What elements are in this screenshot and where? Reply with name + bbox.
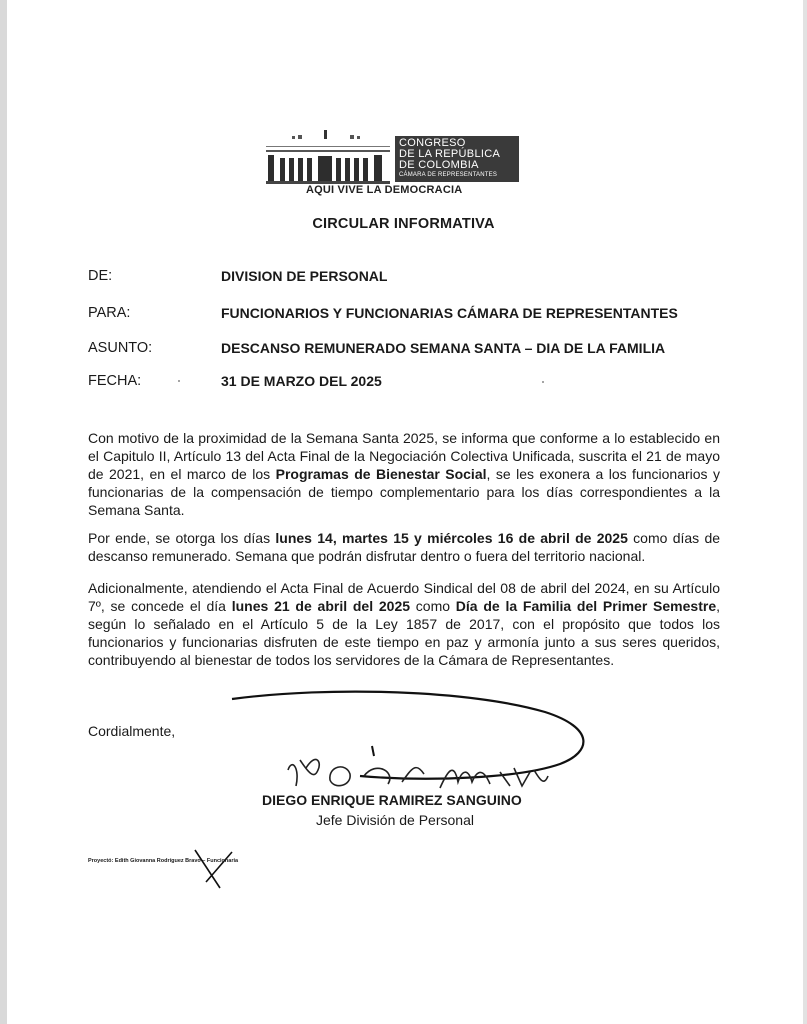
signer-name: DIEGO ENRIQUE RAMIREZ SANGUINO — [262, 792, 522, 808]
logo-wordmark — [395, 136, 519, 182]
logo-org-line3: DE COLOMBIA — [399, 159, 479, 171]
page-edge-left — [0, 0, 7, 1024]
logo-tagline: AQUI VIVE LA DEMOCRACIA — [306, 184, 463, 196]
document-title: CIRCULAR INFORMATIVA — [312, 216, 495, 232]
page-edge-right — [803, 0, 807, 1024]
de-value: DIVISION DE PERSONAL — [221, 268, 388, 284]
paragraph-1: Con motivo de la proximidad de la Semana Santa 2025, se informa que conforme a lo establecido en el Capitulo II, Artículo 13 del Acta Final de la Negociación Colectiva Unificada, suscrita el 21 de mayo de 2021, en el marco de los Programas de Bienestar Social, se les exonera a los funcionarios y funcionarias de la compensación de tiempo complementario para los días correspondientes a la Semana Santa. — [88, 430, 720, 518]
fecha-label: FECHA: — [88, 373, 142, 389]
logo-org-line2: DE LA REPÚBLICA — [399, 148, 501, 160]
asunto-label: ASUNTO: — [88, 340, 153, 356]
congress-logo — [262, 128, 538, 200]
logo-org-line1: CONGRESO — [399, 137, 466, 149]
fecha-value: 31 DE MARZO DEL 2025 — [221, 373, 382, 389]
closing-text: Cordialmente, — [88, 723, 176, 739]
de-label: DE: — [88, 268, 113, 284]
scan-speck — [178, 380, 180, 382]
logo-org-line4: CÁMARA DE REPRESENTANTES — [399, 172, 498, 178]
signer-role: Jefe División de Personal — [316, 812, 474, 828]
asunto-value: DESCANSO REMUNERADO SEMANA SANTA – DIA DE LA FAMILIA — [221, 340, 666, 356]
paragraph-3: Adicionalmente, atendiendo el Acta Final de Acuerdo Sindical del 08 de abril del 2024, en su Artículo 7º, se concede el día lunes 21 de abril del 2025 como Día de la Familia del Primer Semestre, según lo señalado en el Artículo 5 de la Ley 1857 de 2017, con el propósito que todos los funcionarios y funcionarias disfruten de este tiempo en paz y armonía junto a sus seres queridos, contribuyendo al bienestar de todos los servidores de la Cámara de Representantes. — [88, 580, 720, 668]
scan-speck — [542, 381, 544, 383]
para-label: PARA: — [88, 305, 131, 321]
projected-by-note: Proyectó: Edith Giovanna Rodríguez Bravo – Funcionaria — [88, 858, 239, 864]
para-value: FUNCIONARIOS Y FUNCIONARIAS CÁMARA DE REPRESENTANTES — [221, 305, 678, 321]
paragraph-2: Por ende, se otorga los días lunes 14, martes 15 y miércoles 16 de abril de 2025 como días de descanso remunerado. Semana que podrán disfrutar dentro o fuera del territorio nacional. — [88, 530, 721, 564]
capitol-building-icon — [262, 128, 390, 184]
